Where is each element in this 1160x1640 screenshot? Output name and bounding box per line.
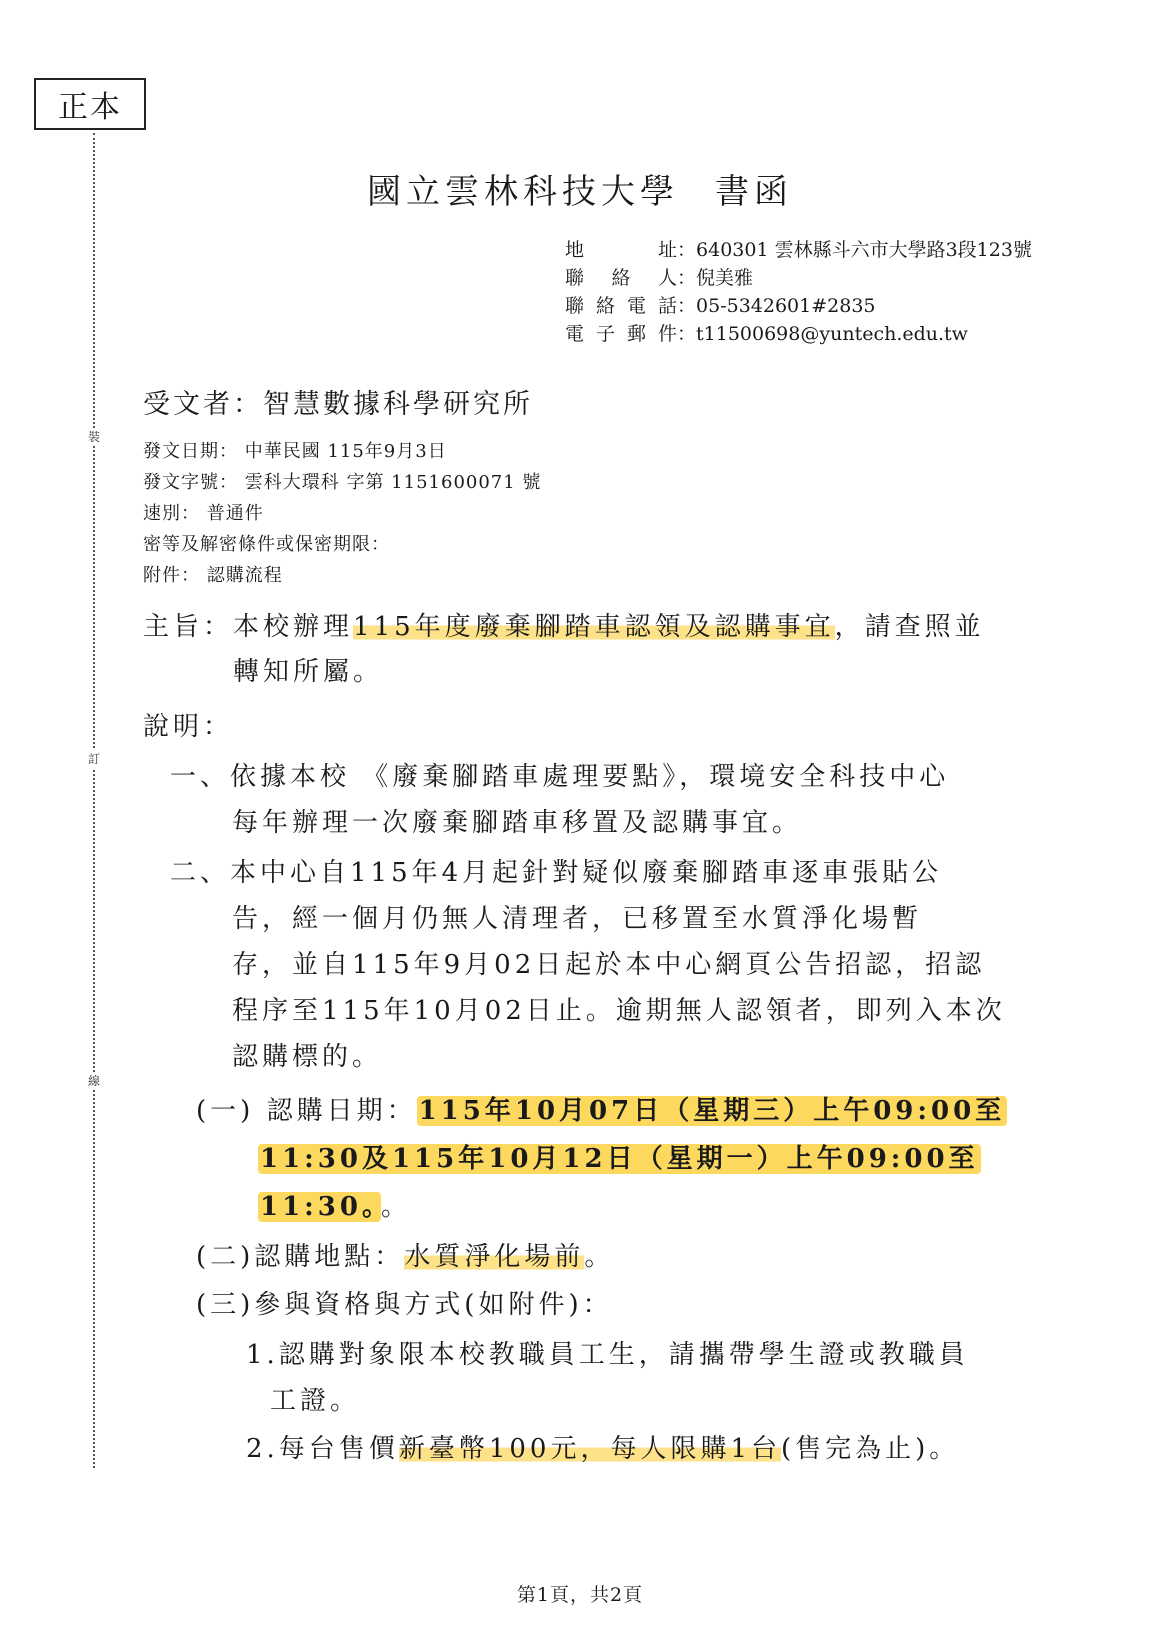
document-title [0,164,1160,213]
document-meta [143,436,541,591]
item-2-line-2: 告，經一個月仍無人清理者，已移置至水質淨化場暫 [232,904,923,934]
contact-value: 05-5342601#2835 [696,295,876,317]
contact-block [565,236,1032,348]
contact-label: 聯絡電話 [565,295,677,317]
sub-2-line [196,1236,614,1273]
sub-3-number: (三) [196,1290,255,1320]
subject-label: 主旨： [143,612,234,642]
title-org: 國立雲林科技大學 [367,172,679,212]
meta-row [143,560,541,591]
contact-label: 電子郵件 [565,323,677,345]
sub-2-number: (二) [196,1242,255,1272]
binding-mark-1: 裝 [85,428,103,446]
subject-line-1 [143,606,985,643]
binding-dotted-line [93,133,95,1468]
meta-value: 認購流程 [206,565,283,586]
sub-1-tail: 。 [380,1192,411,1222]
subject-text: 本校辦理 [233,612,354,642]
sub-2-label: 認購地點： [254,1242,405,1272]
rule-2-pre: 2.每台售價 [246,1434,399,1464]
sub-1-label: 認購日期： [266,1096,417,1126]
purchase-date-highlight-1: 115年10月07日（星期三）上午09:00至 [418,1096,1006,1126]
item-2-number: 二、 [170,858,231,888]
contact-label: 聯絡人 [565,267,677,289]
sub-3-label: 參與資格與方式(如附件)： [254,1290,613,1320]
subject-highlight: 115年度廢棄腳踏車認領及認購事宜 [353,612,835,642]
item-1-line-2: 每年辦理一次廢棄腳踏車移置及認購事宜。 [232,808,803,838]
meta-row [143,436,541,467]
page-number: 第1頁，共2頁 [516,1584,644,1606]
item-1-line-1 [170,756,949,793]
contact-value: 640301 雲林縣斗六市大學路3段123號 [696,239,1032,261]
meta-row [143,529,541,560]
sub-2-tail: 。 [584,1242,615,1272]
sub-1-number: (一) [196,1096,255,1126]
recipient-label: 受文者： [143,389,263,420]
rule-2-post: (售完為止)。 [780,1434,960,1464]
rule-1-line-1: 1.認購對象限本校教職員工生，請攜帶學生證或教職員 [246,1340,969,1370]
item-2-line-1 [170,852,942,889]
meta-label: 發文字號： [143,472,238,493]
meta-row [143,498,541,529]
meta-label: 密等及解密條件或保密期限： [143,534,390,555]
item-2-line-4: 程序至115年10月02日止。逾期無人認領者，即列入本次 [232,996,1006,1026]
meta-label: 發文日期： [143,441,238,462]
meta-label: 速別： [143,503,200,524]
item-2-line-3: 存，並自115年9月02日起於本中心網頁公告招認，招認 [232,950,986,980]
item-1-number: 一、 [170,762,231,792]
rule-1-line-2: 工證。 [270,1386,361,1416]
title-doc-type: 書函 [715,172,793,212]
binding-mark-2: 訂 [85,750,103,768]
original-copy-stamp: 正本 [34,78,146,130]
recipient [143,382,533,421]
contact-row: 電子郵件 ： t11500698@yuntech.edu.tw [565,320,1032,348]
contact-row: 聯絡人 ： 倪美雅 [565,264,1032,292]
binding-mark-3: 線 [85,1072,103,1090]
contact-row: 地址 ： 640301 雲林縣斗六市大學路3段123號 [565,236,1032,264]
subject-text-end: ，請查照並 [834,612,985,642]
sub-1-line-2 [258,1138,981,1175]
contact-value: 倪美雅 [696,267,754,289]
explain-label: 說明： [143,712,234,742]
meta-label: 附件： [143,565,200,586]
subject-line-2: 轉知所屬。 [233,657,384,687]
purchase-location-highlight: 水質淨化場前 [404,1242,585,1272]
meta-value: 雲科大環科 字第 1151600071 號 [244,472,542,493]
meta-row [143,467,541,498]
item-1-text: 依據本校 《廢棄腳踏車處理要點》，環境安全科技中心 [230,762,950,792]
price-highlight: 新臺幣100元，每人限購1台 [398,1434,781,1464]
sub-1-line-1 [196,1090,1007,1127]
sub-1-line-3 [258,1186,411,1223]
sub-3-line [196,1284,613,1321]
meta-value: 普通件 [206,503,264,524]
item-2-text: 本中心自115年4月起針對疑似廢棄腳踏車逐車張貼公 [230,858,943,888]
contact-row: 聯絡電話 ： 05-5342601#2835 [565,292,1032,320]
item-2-line-5: 認購標的。 [232,1042,383,1072]
contact-value: t11500698@yuntech.edu.tw [696,323,968,345]
meta-value: 中華民國 115年9月3日 [244,441,447,462]
contact-label: 地址 [565,239,677,261]
purchase-date-highlight-3: 11:30。 [260,1192,379,1222]
rule-2-line [246,1428,959,1465]
purchase-date-highlight-2: 11:30及115年10月12日（星期一）上午09:00至 [260,1144,979,1174]
recipient-value: 智慧數據科學研究所 [263,389,533,420]
